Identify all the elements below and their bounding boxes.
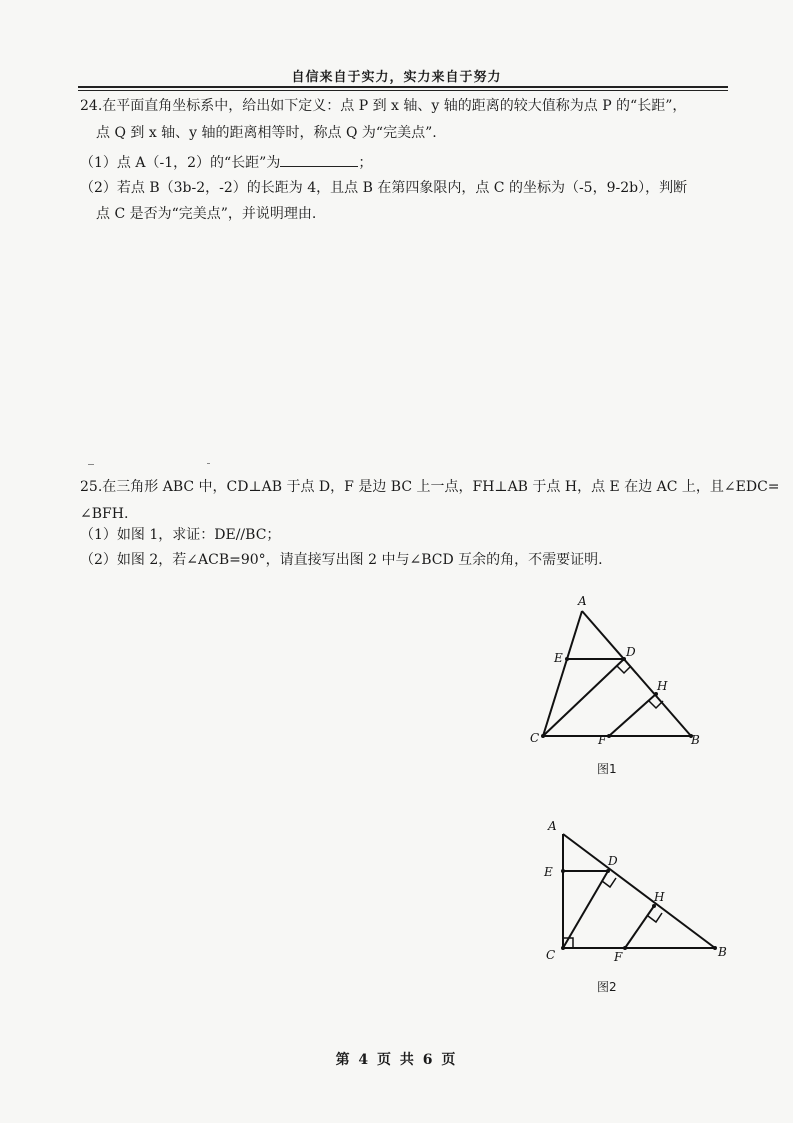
- header-rule: [78, 86, 728, 88]
- fig2-label-d: D: [608, 854, 618, 868]
- q24-part2-line1: （2）若点 B（3b-2，-2）的长距为 4，且点 B 在第四象限内，点 C 的坐标为（-5，9-2b），判断: [80, 180, 688, 196]
- fig2-label-a: A: [548, 819, 557, 833]
- fig1-label-c: C: [530, 731, 540, 745]
- q24-part1: [80, 152, 372, 172]
- fig2-label-b: B: [718, 945, 727, 959]
- q25-part1: （1）如图 1，求证：DE//BC；: [80, 527, 281, 543]
- fig1-label-f: F: [598, 733, 607, 747]
- page-footer: 第 4 页 共 6 页: [335, 1052, 458, 1068]
- fig1-label-a: A: [578, 594, 587, 608]
- q24-line1: 24.在平面直角坐标系中，给出如下定义：点 P 到 x 轴、y 轴的距离的较大值称为点 P 的“长距”，: [80, 98, 687, 114]
- fig2-segment-ab: [563, 834, 715, 948]
- fig2-point-h: [652, 904, 656, 908]
- fig2-point-b: [713, 946, 717, 950]
- q24-part1-end: ；: [358, 155, 373, 171]
- fig1-right-angle-h: [649, 701, 663, 708]
- fig1-label-e: E: [554, 651, 563, 665]
- fig1-label-b: B: [691, 733, 700, 747]
- figure-1-caption: 图1: [597, 762, 617, 776]
- fig2-point-e: [561, 869, 565, 873]
- fig2-right-angle-h: [648, 913, 662, 922]
- scan-speck: [88, 464, 94, 465]
- q25-part2: （2）如图 2，若∠ACB=90°，请直接写出图 2 中与∠BCD 互余的角，不需要证明.: [80, 552, 603, 568]
- fig1-point-e: [565, 657, 569, 661]
- fig2-point-f: [623, 946, 627, 950]
- fig2-label-h: H: [654, 890, 665, 904]
- figure-2: [530, 815, 740, 975]
- fig1-right-angle-d: [617, 666, 631, 673]
- header-rule-thin: [78, 90, 728, 91]
- q25-line2: ∠BFH.: [80, 506, 129, 522]
- fig2-point-d: [606, 869, 610, 873]
- fig2-segment-cd: [563, 871, 608, 948]
- answer-blank[interactable]: [280, 152, 358, 167]
- figure-1: [520, 590, 720, 750]
- fig2-segment-fh: [625, 906, 654, 948]
- fig1-label-h: H: [657, 679, 668, 693]
- q24-part1-text: （1）点 A（-1，2）的“长距”为: [80, 155, 281, 171]
- fig2-label-f: F: [614, 950, 623, 964]
- fig2-point-c: [561, 946, 565, 950]
- scan-speck: [207, 463, 210, 464]
- fig2-label-c: C: [546, 948, 556, 962]
- header-title: 自信来自于实力，实力来自于努力: [291, 70, 502, 85]
- fig1-segment-fh: [609, 694, 656, 736]
- fig1-point-f: [607, 734, 611, 738]
- figure-2-caption: 图2: [597, 980, 617, 994]
- fig1-segment-ab: [582, 611, 691, 736]
- fig1-label-d: D: [626, 645, 636, 659]
- fig2-label-e: E: [544, 865, 553, 879]
- q25-line1: 25.在三角形 ABC 中，CD⊥AB 于点 D，F 是边 BC 上一点，FH⊥AB 于点 H，点 E 在边 AC 上，且∠EDC=: [80, 479, 780, 495]
- fig1-point-c: [541, 734, 545, 738]
- q24-part2-line2: 点 C 是否为“完美点”，并说明理由.: [96, 206, 317, 222]
- q24-line2: 点 Q 到 x 轴、y 轴的距离相等时，称点 Q 为“完美点”.: [96, 125, 437, 141]
